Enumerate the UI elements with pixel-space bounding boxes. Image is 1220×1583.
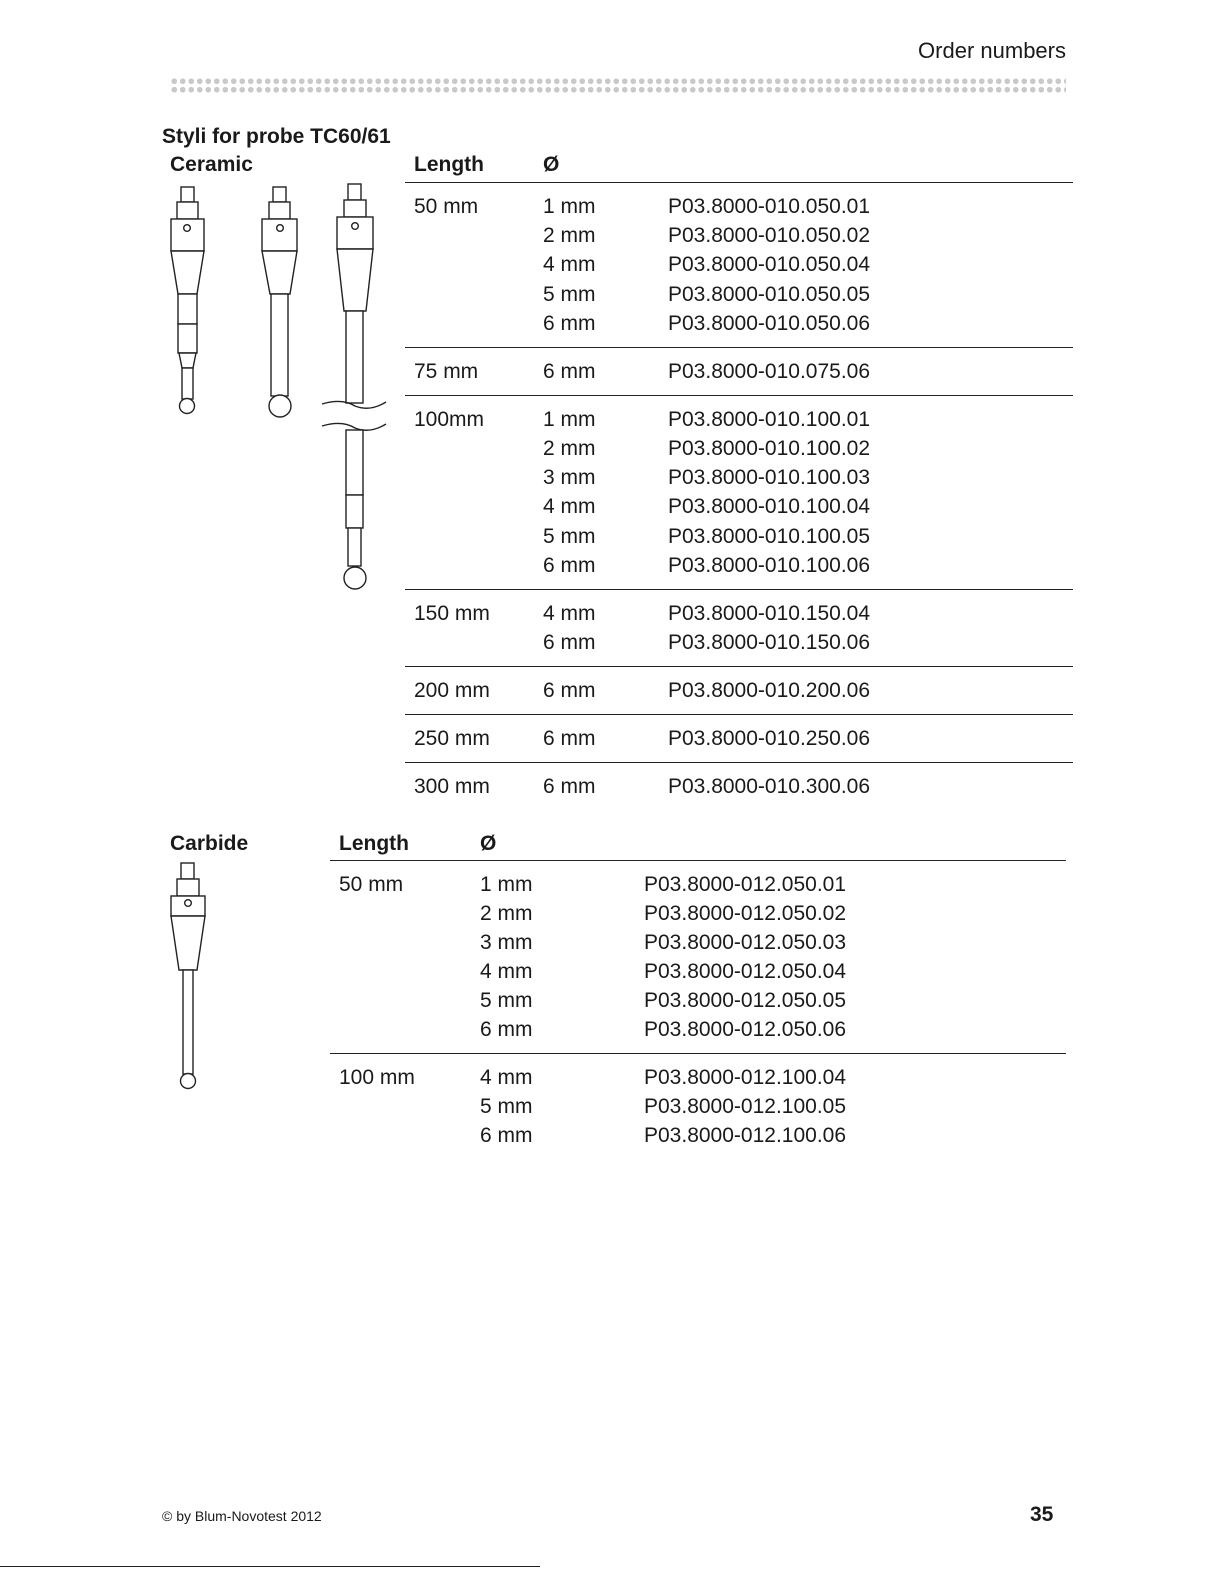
bottom-rule	[0, 1566, 540, 1567]
ceramic-row-order-number: P03.8000-010.050.06	[668, 311, 871, 335]
carbide-length-header: Length	[339, 832, 409, 855]
ceramic-row-diameter: 6 mm	[543, 359, 596, 383]
ceramic-row-diameter: 1 mm	[543, 195, 596, 218]
ceramic-row-order-number: P03.8000-010.250.06	[668, 727, 871, 750]
ceramic-row-order-number: P03.8000-010.200.06	[668, 679, 871, 702]
carbide-row-order-number: P03.8000-012.050.05	[644, 989, 847, 1012]
ceramic-group-length: 300 mm	[414, 775, 490, 798]
ceramic-diameter-header: Ø	[543, 153, 560, 176]
ceramic-row-diameter: 1 mm	[543, 407, 596, 431]
carbide-row-order-number: P03.8000-012.100.05	[644, 1095, 847, 1118]
ceramic-row-order-number: P03.8000-010.100.01	[668, 407, 871, 431]
carbide-row-order-number: P03.8000-012.050.01	[644, 873, 847, 896]
ceramic-row-diameter: 5 mm	[543, 524, 596, 548]
ceramic-row-order-number: P03.8000-010.050.05	[668, 282, 871, 306]
ceramic-row-order-number: P03.8000-010.050.02	[668, 224, 871, 248]
ceramic-row-diameter: 6 mm	[543, 553, 596, 577]
ceramic-row-diameter: 6 mm	[543, 631, 596, 654]
stylus-drawing-1	[171, 187, 204, 414]
carbide-row-diameter: 6 mm	[480, 1018, 533, 1041]
carbide-group-length: 100 mm	[339, 1066, 415, 1089]
ceramic-group-length: 150 mm	[414, 601, 490, 625]
carbide-group-length: 50 mm	[339, 873, 404, 896]
ceramic-row-order-number: P03.8000-010.150.06	[668, 631, 871, 654]
section-title: Styli for probe TC60/61	[162, 125, 391, 148]
ceramic-row-diameter: 4 mm	[543, 495, 596, 519]
carbide-row-diameter: 3 mm	[480, 931, 533, 954]
carbide-row-diameter: 4 mm	[480, 1066, 533, 1089]
ceramic-row-diameter: 2 mm	[543, 224, 596, 248]
ceramic-label: Ceramic	[170, 153, 253, 176]
ceramic-row-diameter: 4 mm	[543, 601, 596, 625]
ceramic-group-length: 200 mm	[414, 679, 490, 702]
ceramic-row-order-number: P03.8000-010.150.04	[668, 601, 871, 625]
footer-copyright: © by Blum-Novotest 2012	[162, 1508, 322, 1524]
carbide-row-diameter: 2 mm	[480, 902, 533, 925]
ceramic-row-order-number: P03.8000-010.100.04	[668, 495, 871, 519]
carbide-row-order-number: P03.8000-012.050.04	[644, 960, 847, 983]
carbide-row-order-number: P03.8000-012.100.06	[644, 1124, 847, 1147]
carbide-row-order-number: P03.8000-012.100.04	[644, 1066, 847, 1089]
page-number: 35	[1030, 1503, 1054, 1526]
ceramic-row-order-number: P03.8000-010.300.06	[668, 775, 871, 798]
ceramic-row-order-number: P03.8000-010.100.03	[668, 466, 871, 490]
carbide-row-order-number: P03.8000-012.050.02	[644, 902, 847, 925]
carbide-row-order-number: P03.8000-012.050.06	[644, 1018, 847, 1041]
carbide-row-diameter: 5 mm	[480, 989, 533, 1012]
carbide-diameter-header: Ø	[480, 832, 497, 855]
carbide-label: Carbide	[170, 832, 249, 855]
ceramic-group-length: 250 mm	[414, 727, 490, 750]
stylus-drawing-carbide	[171, 863, 205, 1089]
ceramic-row-diameter: 6 mm	[543, 727, 596, 750]
ceramic-row-diameter: 4 mm	[543, 253, 596, 277]
running-header: Order numbers	[918, 38, 1066, 63]
ceramic-group-length: 75 mm	[414, 359, 479, 383]
ceramic-row-order-number: P03.8000-010.100.05	[668, 524, 871, 548]
carbide-row-diameter: 5 mm	[480, 1095, 533, 1118]
ceramic-length-header: Length	[414, 153, 484, 176]
ceramic-row-order-number: P03.8000-010.050.04	[668, 253, 871, 277]
ceramic-row-diameter: 6 mm	[543, 311, 596, 335]
stylus-drawing-2	[262, 187, 297, 417]
ceramic-row-order-number: P03.8000-010.050.01	[668, 195, 871, 218]
ceramic-row-order-number: P03.8000-010.075.06	[668, 359, 871, 383]
carbide-row-diameter: 6 mm	[480, 1124, 533, 1147]
ceramic-row-order-number: P03.8000-010.100.02	[668, 437, 871, 460]
ceramic-row-diameter: 6 mm	[543, 679, 596, 702]
ceramic-group-length: 100mm	[414, 407, 485, 431]
ceramic-group-length: 50 mm	[414, 195, 479, 218]
ceramic-row-diameter: 5 mm	[543, 282, 596, 306]
carbide-row-diameter: 1 mm	[480, 873, 533, 896]
ceramic-row-diameter: 2 mm	[543, 437, 596, 460]
ceramic-row-diameter: 3 mm	[543, 466, 596, 490]
stylus-drawing-3	[322, 184, 386, 589]
carbide-row-order-number: P03.8000-012.050.03	[644, 931, 847, 954]
ceramic-row-diameter: 6 mm	[543, 775, 596, 798]
ceramic-row-order-number: P03.8000-010.100.06	[668, 553, 871, 577]
carbide-row-diameter: 4 mm	[480, 960, 533, 983]
